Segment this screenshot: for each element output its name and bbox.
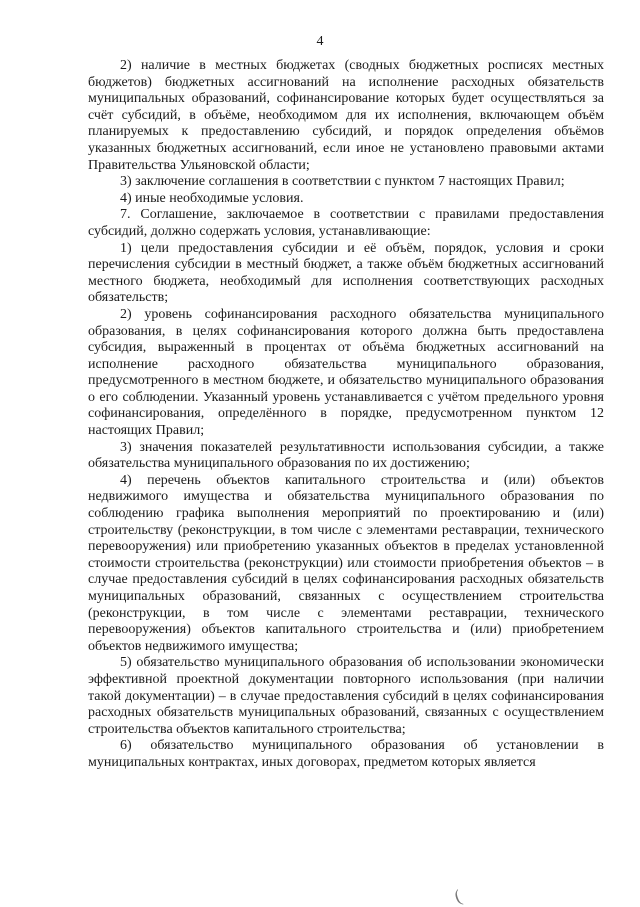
- paragraph-clause-7: 7. Соглашение, заключаемое в соответствии с правилами предоставления субсидий, должно содержать условия, устанавливающие:: [88, 207, 604, 239]
- paragraph-clause-7-item-5: 5) обязательство муниципального образования об использовании экономически эффективной проектной документации повторного использования (при наличии такой документации) – в случае предоставления субсидий в целях софинансирования расходных обязательств муниципальных образований, связанных с осуществлением строительства объектов капитального строительства;: [88, 655, 604, 737]
- paragraph-clause-7-item-2: 2) уровень софинансирования расходного обязательства муниципального образования, в целях софинансирования которого должна быть предоставлена субсидия, выраженный в процентах от объёма бюджетных ассигнований на исполнение расходного обязательства муниципального образования, предусмотренного в местном бюджете, и обязательство муниципального образования о его соблюдении. Указанный уровень устанавливается с учётом предельного уровня софинансирования, определённого в порядке, предусмотренном пунктом 12 настоящих Правил;: [88, 306, 604, 439]
- paragraph-item-2: 2) наличие в местных бюджетах (сводных бюджетных росписях местных бюджетов) бюджетных ассигнований на исполнение расходных обязательств муниципальных образований, софинансирование которых будет осуществляться за счёт субсидий, в объёме, необходимом для их исполнения, включающем объём планируемых к предоставлению субсидий, и порядок определения объёмов указанных бюджетных ассигнований, если иное не установлено правовыми актами Правительства Ульяновской области;: [88, 58, 604, 173]
- paragraph-clause-7-item-1: 1) цели предоставления субсидии и её объём, порядок, условия и сроки перечисления субсидии в местный бюджет, а также объём бюджетных ассигнований местного бюджета, необходимый для исполнения соответствующих расходных обязательств;: [88, 240, 604, 306]
- paragraph-clause-7-item-3: 3) значения показателей результативности использования субсидии, а также обязательства муниципального образования по их достижению;: [88, 439, 604, 472]
- paragraph-clause-7-item-4: 4) перечень объектов капитального строительства и (или) объектов недвижимого имущества и обязательства муниципального образования по соблюдению графика выполнения мероприятий по проектированию и (или) строительству (реконструкции, в том числе с элементами реставрации, технического перевооружения) или приобретению указанных объектов в пределах установленной стоимости строительства (реконструкции) или стоимости приобретения объектов – в случае предоставления субсидий в целях софинансирования расходных обязательств муниципальных образований, связанных с осуществлением строительства (реконструкции, в том числе с элементами реставрации, технического перевооружения) объектов капитального строительства и (или) приобретением объектов недвижимого имущества;: [88, 472, 604, 654]
- document-body: [88, 58, 604, 772]
- paragraph-clause-7-item-6: 6) обязательство муниципального образования об установлении в муниципальных контрактах, иных договорах, предметом которых является: [88, 738, 604, 770]
- paragraph-item-4: 4) иные необходимые условия.: [120, 190, 304, 206]
- paragraph-item-3: 3) заключение соглашения в соответствии с пунктом 7 настоящих Правил;: [120, 174, 565, 190]
- page-number: 4: [316, 34, 324, 49]
- handwritten-mark: (: [451, 885, 465, 907]
